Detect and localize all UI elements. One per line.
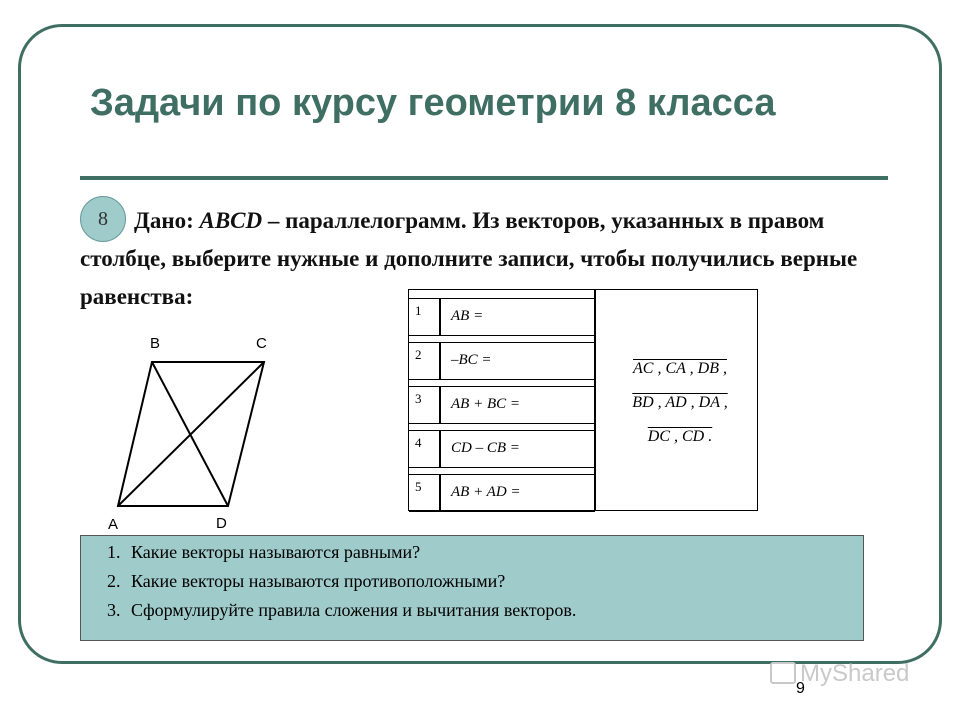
questions-list [81,538,863,625]
problem-label: Дано: [134,208,194,233]
watermark [770,660,909,688]
title-underline [80,176,888,180]
row-number: 2 [415,347,422,362]
diagonal-bd [152,362,228,506]
table-row [409,342,595,380]
row-separator [439,387,441,423]
watermark-icon [770,662,796,684]
row-separator [439,475,441,511]
table-row [409,386,595,424]
row-separator [439,343,441,379]
page-number: 9 [796,680,805,697]
question-item: 1. Какие векторы называются равными? [125,538,863,567]
vertex-label-b: B [150,335,161,352]
row-number: 1 [415,303,422,318]
row-separator [439,299,441,335]
question-item: 3. Сформулируйте правила сложения и вычитания векторов. [125,596,863,625]
options-line: BD , AD , DA , [632,394,728,411]
table-row [409,474,595,512]
options-line: AC , CA , DB , [633,360,727,377]
column-divider [594,290,596,510]
row-expression: –BC = [451,352,492,368]
question-item: 2. Какие векторы называются противоположными? [125,567,863,596]
problem-number-badge: 8 [80,196,126,242]
slide-title: Задачи по курсу геометрии 8 класса [90,82,776,124]
options-line: DC , CD . [647,428,713,445]
row-number: 3 [415,391,422,406]
row-expression: CD – CB = [451,440,520,456]
watermark-text: MyShared [800,660,910,687]
row-number: 5 [415,479,422,494]
row-separator [439,431,441,467]
vertex-label-c: C [256,335,267,352]
table-row [409,298,595,336]
vertex-label-a: A [108,516,119,533]
row-expression: AB + AD = [451,484,521,500]
vertex-label-d: D [216,515,227,532]
figure-name: ABCD [199,208,263,233]
parallelogram-figure [104,326,284,536]
row-expression: AB + BC = [451,396,520,412]
row-expression: AB = [451,308,484,324]
vector-table [408,289,758,511]
questions-box [80,535,864,641]
table-row [409,430,595,468]
vector-options [605,352,755,454]
problem-text: – параллелограмм. Из векторов, указанных в правом столбце, выберите нужные и дополните записи, чтобы получились верные равенства: [80,208,858,309]
row-number: 4 [415,435,422,450]
